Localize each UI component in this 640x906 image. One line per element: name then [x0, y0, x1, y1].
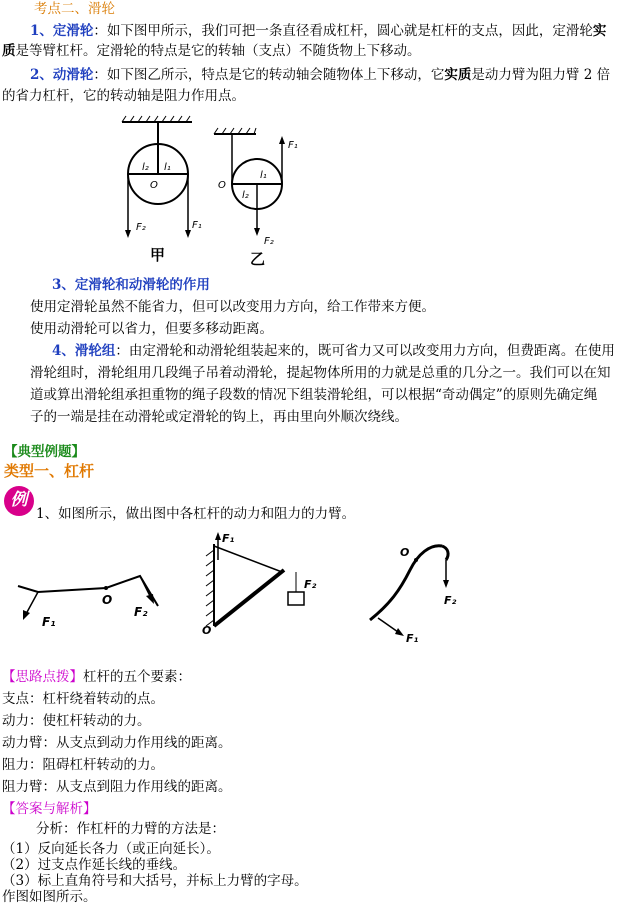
para-function-1: 使用定滑轮虽然不能省力，但可以改变用力方向，给工作带来方便。	[30, 299, 435, 315]
answer-line-3: （2）过支点作延长线的垂线。	[2, 857, 187, 873]
hint-item-5: 阻力臂：从支点到阻力作用线的距离。	[2, 779, 232, 795]
pulley-system-label: 4、滑轮组	[52, 343, 116, 359]
section-title: 考点二、滑轮	[34, 1, 115, 17]
para-pulley-system-1: 4、滑轮组：由定滑轮和动滑轮组装起来的，既可省力又可以改变用力方向，但费距离。在使用	[52, 343, 615, 359]
svg-text:F₂: F₂	[264, 236, 274, 247]
hint-item-2: 动力：使杠杆转动的力。	[2, 713, 151, 729]
para-fixed-pulley-1: 1、定滑轮：如下图甲所示，我们可把一条直径看成杠杆，圆心就是杠杆的支点，因此，定滑轮实	[30, 23, 607, 39]
svg-text:F₂: F₂	[134, 605, 148, 619]
para-pulley-system-2: 滑轮组时，滑轮组用几段绳子吊着动滑轮，提起物体所用的力就是总重的几分之一。我们可以在知	[30, 365, 611, 381]
example-badge: 例	[4, 486, 34, 516]
para-fixed-pulley-2: 质是等臂杠杆。定滑轮的特点是它的转轴（支点）不随货物上下移动。	[2, 43, 421, 59]
answer-line-2: （1）反向延长各力（或正向延长）。	[2, 841, 220, 857]
svg-text:O: O	[218, 180, 226, 191]
lever-figure-3	[360, 534, 480, 650]
svg-text:F₁: F₁	[288, 140, 298, 151]
answer-line-5: 作图如图所示。	[2, 889, 97, 905]
question-1: 1、如图所示，做出图中各杠杆的动力和阻力的力臂。	[36, 506, 356, 522]
figure-b-label: 乙	[250, 250, 266, 268]
answer-label: 【答案与解析】	[2, 801, 97, 817]
svg-text:O: O	[400, 546, 410, 559]
lever-figure-2	[196, 530, 326, 640]
para-movable-pulley-2: 的省力杠杆，它的转动轴是阻力作用点。	[2, 88, 245, 104]
hint-label: 【思路点拨】	[2, 669, 83, 685]
movable-pulley-diagram	[206, 126, 306, 256]
label-l1: l₁	[164, 162, 171, 173]
svg-text:F₁: F₁	[42, 615, 56, 629]
label-l2: l₂	[142, 162, 149, 173]
answer-line-1: 分析：作杠杆的力臂的方法是：	[36, 821, 225, 837]
pulley-function-heading: 3、定滑轮和动滑轮的作用	[52, 277, 210, 293]
para-pulley-system-4: 子的一端是挂在动滑轮或定滑轮的钩上，再由里向外顺次绕线。	[30, 409, 408, 425]
para-function-2: 使用动滑轮可以省力，但要多移动距离。	[30, 321, 273, 337]
fixed-pulley-label: 1、定滑轮	[30, 23, 94, 39]
movable-pulley-label: 2、动滑轮	[30, 67, 94, 83]
svg-text:F₂: F₂	[304, 578, 317, 591]
hint-item-3: 动力臂：从支点到动力作用线的距离。	[2, 735, 232, 751]
label-f1: F₁	[192, 220, 202, 231]
label-f2: F₂	[136, 222, 146, 233]
svg-text:l₁: l₁	[260, 170, 267, 181]
svg-text:O: O	[202, 624, 212, 637]
figure-a-label: 甲	[150, 246, 166, 264]
hint-item-1: 支点：杠杆绕着转动的点。	[2, 691, 164, 707]
hint-intro-line: 【思路点拨】杠杆的五个要素：	[2, 669, 191, 685]
svg-text:F₁: F₁	[406, 632, 419, 645]
answer-line-4: （3）标上直角符号和大括号，并标上力臂的字母。	[2, 873, 308, 889]
svg-text:l₂: l₂	[242, 190, 249, 201]
type-one-title: 类型一、杠杆	[4, 462, 95, 480]
svg-text:F₂: F₂	[444, 594, 457, 607]
para-pulley-system-3: 道或算出滑轮组承担重物的绳子段数的情况下组装滑轮组，可以根据“奇动偶定”的原则先确定绳	[30, 387, 598, 403]
lever-figure-1	[16, 548, 166, 638]
para-movable-pulley-1: 2、动滑轮：如下图乙所示，特点是它的转动轴会随物体上下移动，它实质是动力臂为阻力臂 2 倍	[30, 67, 611, 83]
svg-text:F₁: F₁	[222, 532, 235, 545]
hint-item-4: 阻力：阻碍杠杆转动的力。	[2, 757, 164, 773]
examples-header: 【典型例题】	[4, 444, 85, 460]
fixed-pulley-diagram	[112, 112, 212, 262]
svg-text:O: O	[102, 593, 113, 607]
label-o: O	[150, 180, 158, 191]
